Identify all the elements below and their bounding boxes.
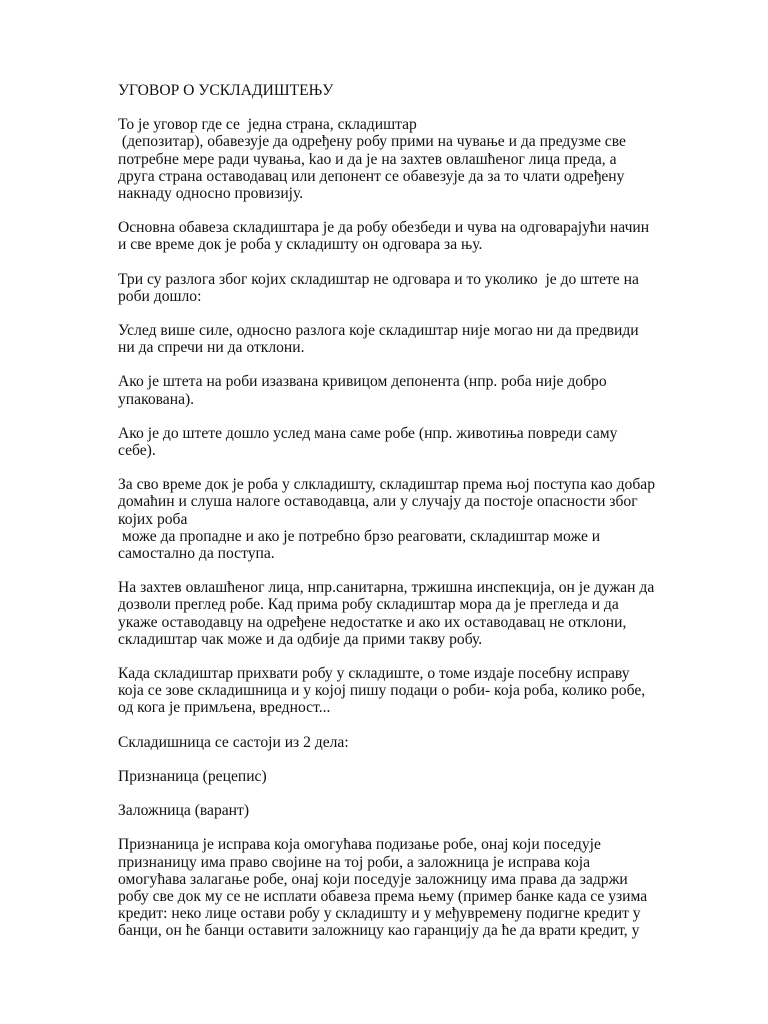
text-line: Признаница је исправа која омогућава подизање робе, онај који поседује xyxy=(118,836,601,854)
text-line: кредит: неко лице остави робу у складишту и у међувремену подигне кредит у xyxy=(118,905,641,923)
text-line: Признаница (рецепис) xyxy=(118,767,267,785)
paragraph-1 xyxy=(118,116,658,202)
text-line: Ако је штета на роби изазвана кривицом депонента (нпр. роба није добро xyxy=(118,373,607,391)
text-line: Када складиштар прихвати робу у складиште, о томе издаје посебну исправу xyxy=(118,665,630,683)
text-line: којих роба xyxy=(118,510,188,528)
paragraph-7 xyxy=(118,476,658,562)
text-line: То је уговор где се једна страна, складиштар xyxy=(118,116,417,134)
text-line: Услед више силе, односно разлога које складиштар није могао ни да предвиди xyxy=(118,322,639,340)
text-line: потребне мере ради чувања, kао и да је на захтев овлашћеног лица преда, а xyxy=(118,150,617,168)
paragraph-13 xyxy=(118,836,658,939)
paragraph-2 xyxy=(118,219,658,253)
text-line: може да пропадне и ако је потребно брзо реаговати, складиштар може и xyxy=(118,527,601,545)
text-line: складиштар чак може и да одбије да прими такву робу. xyxy=(118,630,483,648)
text-line: Заложница (варант) xyxy=(118,802,250,820)
paragraph-11 xyxy=(118,768,658,785)
paragraph-3 xyxy=(118,271,658,305)
text-line: укаже оставодавцу на одређене недостатке и ако их оставодавац не отклони, xyxy=(118,613,627,631)
text-line: За сво време док је роба у слкладишту, складиштар према њој поступа као добар xyxy=(118,476,656,494)
text-line: Три су разлога због којих складиштар не одговара и то уколико је до штете на xyxy=(118,270,639,288)
paragraph-5 xyxy=(118,373,658,407)
text-line: која се зове складишница и у којој пишу подаци о роби- која роба, колико робе, xyxy=(118,682,646,700)
text-line: Ако је до штете дошло услед мана саме робе (нпр. животиња повреди саму xyxy=(118,424,618,442)
text-line: самостално да поступа. xyxy=(118,545,275,563)
text-line: дозволи преглед робе. Кад прима робу складиштар мора да је прегледа и да xyxy=(118,596,619,614)
text-line: од кога је примљена, вредност... xyxy=(118,699,331,717)
text-line: На захтев овлашћеног лица, нпр.санитарна, тржишна инспекција, он је дужан да xyxy=(118,579,655,597)
text-line: омогућава залагање робе, онај који поседује заложницу има права да задржи xyxy=(118,870,628,888)
text-line: и све време док је роба у складишту он одговара за њу. xyxy=(118,236,483,254)
text-line: упакована). xyxy=(118,390,195,408)
document-page xyxy=(118,82,658,957)
paragraph-4 xyxy=(118,322,658,356)
text-line: накнаду односно провизију. xyxy=(118,185,304,203)
text-line: Складишница се састоји из 2 дела: xyxy=(118,733,349,751)
text-line: Основна обавеза складиштара је да робу обезбеди и чува на одговарајући начин xyxy=(118,219,650,237)
paragraph-12 xyxy=(118,802,658,819)
text-line: ни да спречи ни да отклони. xyxy=(118,339,305,357)
paragraph-9 xyxy=(118,665,658,717)
text-line: себе). xyxy=(118,442,156,460)
text-line: банци, он ће банци оставити заложницу као гаранцију да ће да врати кредит, у xyxy=(118,922,640,940)
text-line: роби дошло: xyxy=(118,287,202,305)
text-line: признаницу има право својине на тој роби, а заложница је исправа која xyxy=(118,853,591,871)
text-line: домаћин и слуша налоге оставодавца, али у случају да постоје опасности због xyxy=(118,493,638,511)
text-line: друга страна оставодавац или депонент се обавезује да за то члати одређену xyxy=(118,167,625,185)
paragraph-8 xyxy=(118,579,658,648)
paragraph-6 xyxy=(118,425,658,459)
document-title: УГОВОР О УСКЛАДИШТЕЊУ xyxy=(118,82,334,99)
text-line: робу све док му се не исплати обавеза према њему (пример банке када се узима xyxy=(118,887,648,905)
document-body xyxy=(118,116,658,939)
paragraph-10 xyxy=(118,734,658,751)
text-line: (депозитар), обавезује да одређену робу прими на чување и да предузме све xyxy=(118,133,626,151)
